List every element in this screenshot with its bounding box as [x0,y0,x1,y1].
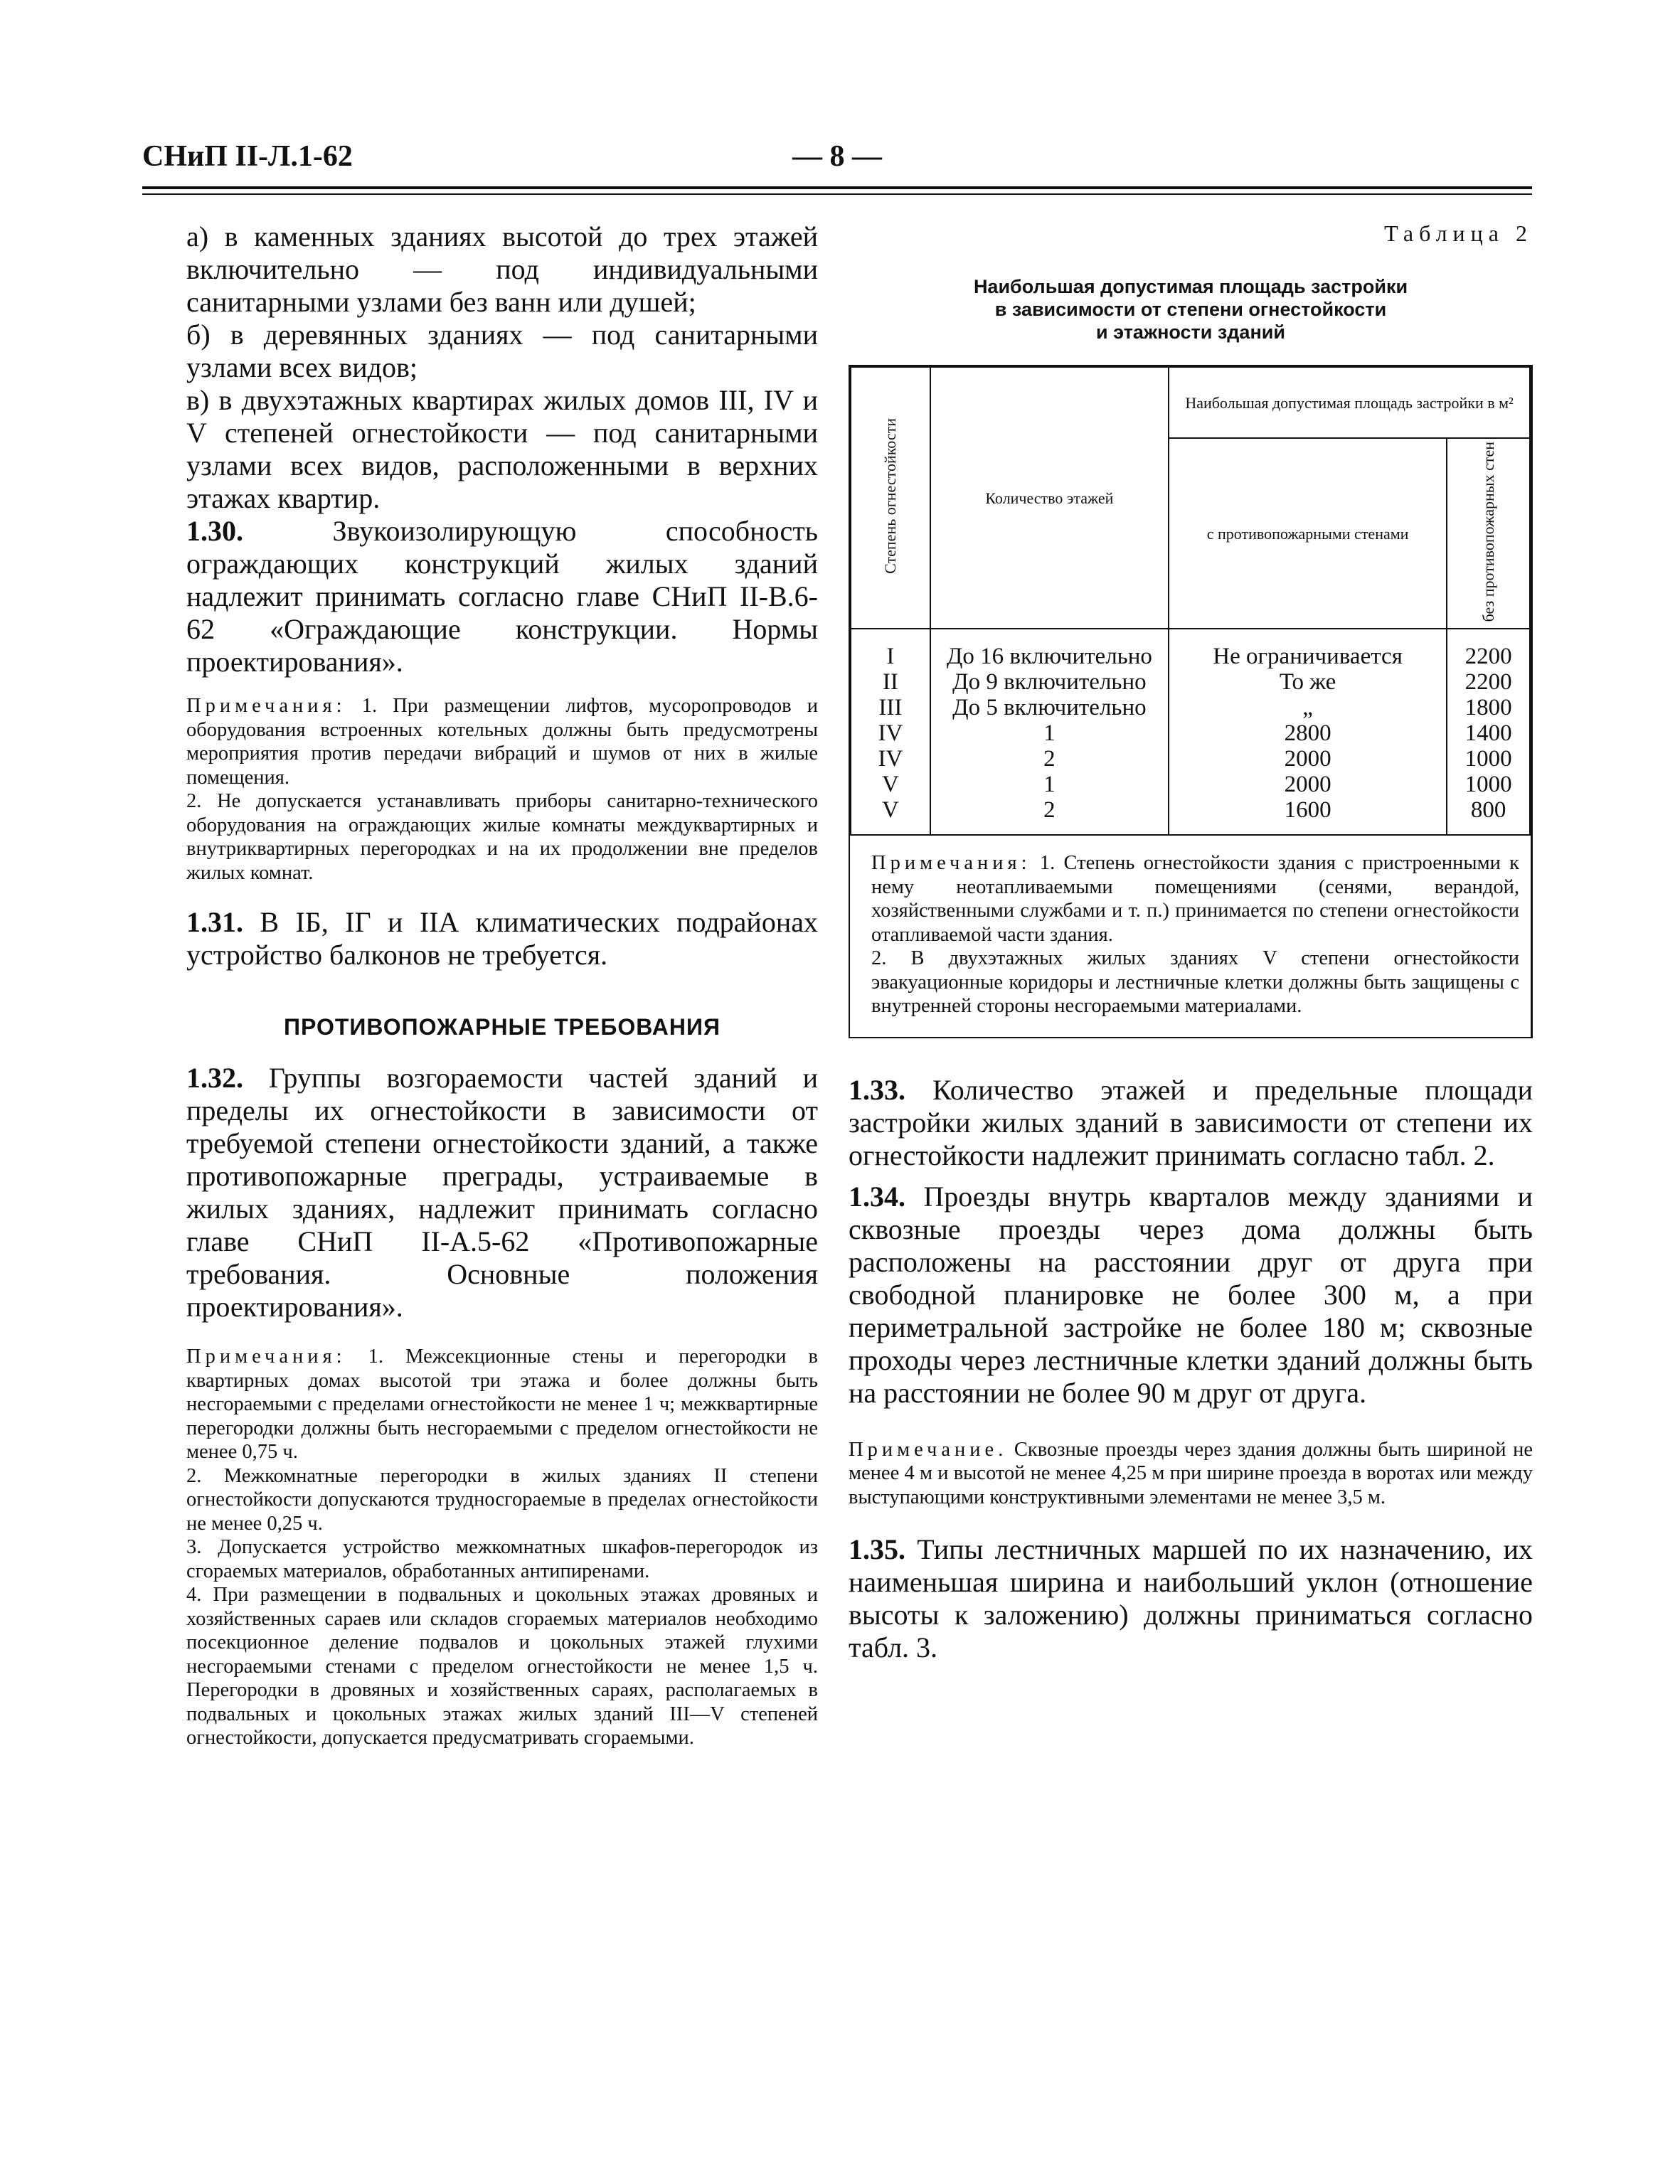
clause-b: б) в деревянных зданиях — под санитарными узлами всех видов; [186,319,818,383]
cell-floors: 2 [930,797,1169,834]
left-column [186,220,818,1750]
page-number: — 8 — [792,140,882,173]
table-row [851,746,1530,772]
header-with-walls: с противопожарными стенами [1169,438,1447,629]
cell-floors: До 16 включительно [930,629,1169,669]
section-text: Звукоизолирующую способность ограждающих конструкций жилых зданий надлежит принимать согласно главе СНиП II-В.6-62 «Ограждающие конструкции. Нормы проектирования». [186,515,819,678]
cell-with-walls: 2000 [1169,746,1447,772]
cell-degree: I [851,629,930,669]
note-text: 1. Степень огнестойкости здания с пристроенными к нему неотапливаемыми помещениями (сенями, верандой, хозяйственными службами и т. п.) принимается по степени огнестойкости отапливаемой части здания. [871,852,1519,946]
table-row [851,669,1530,695]
cell-without-walls: 2200 [1447,669,1530,695]
section-1-35 [849,1533,1533,1664]
table-2 [849,365,1533,1038]
document-code: СНиП II-Л.1-62 [142,140,353,173]
notes-1-32-3: 3. Допускается устройство межкомнатных шкафов-перегородок из сгораемых материалов, обработанных антипиренами. [186,1536,818,1582]
header-rule [142,186,1532,189]
notes-label: Примечания: [186,695,346,717]
header-max-area: Наибольшая допустимая площадь застройки в м² [1169,367,1530,438]
cell-floors: 1 [930,772,1169,797]
cell-degree: V [851,797,930,834]
header-degree [851,367,930,629]
header-rule-thin [142,193,1532,195]
section-1-30 [186,515,818,678]
table-title-line-1: Наибольшая допустимая площадь застройки [973,276,1408,297]
section-text: Проезды внутрь кварталов между зданиями и сквозные проезды через дома должны быть расположены на расстоянии друг от друга при свободной планировке не более 300 м, а при периметральной застройке не более 180 м; сквозные проходы через лестничные клетки зданий должны быть на расстоянии не более 90 м друг от друга. [849,1180,1533,1409]
section-number: 1.34. [849,1180,905,1213]
section-text: Группы возгораемости частей зданий и пределы их огнестойкости в зависимости от требуемой степени огнестойкости зданий, а также противопожарные преграды, устраиваемые в жилых зданиях, надлежит принимать согласно главе СНиП II-А.5-62 «Противопожарные требования. Основные положения проектирования». [186,1062,819,1323]
note-text: 1. При размещении лифтов, мусоропроводов и оборудования встроенных котельных должны быть предусмотрены мероприятия против передачи вибраций и шумов от них в жилые помещения. [186,695,819,789]
table-note-1 [871,851,1519,947]
cell-without-walls: 1400 [1447,720,1530,746]
section-1-33 [849,1074,1533,1172]
section-text: В IБ, IГ и IIА климатических подрайонах устройство балконов не требуется. [186,906,818,971]
section-number: 1.32. [186,1062,243,1094]
section-text: Количество этажей и предельные площади застройки жилых зданий в зависимости от степени их огнестойкости надлежит принимать согласно табл. 2. [849,1073,1533,1171]
table-row [851,772,1530,797]
fire-safety-heading: ПРОТИВОПОЖАРНЫЕ ТРЕБОВАНИЯ [284,1014,721,1040]
table-title-line-2: в зависимости от степени огнестойкости [994,299,1387,320]
cell-without-walls: 2200 [1447,629,1530,669]
cell-with-walls: Не ограничивается [1169,629,1447,669]
cell-floors: 2 [930,746,1169,772]
notes-1-32-1 [186,1345,818,1464]
section-number: 1.30. [186,515,243,547]
clause-v: в) в двухэтажных квартирах жилых домов III, IV и V степеней огнестойкости — под санитарными узлами всех видов, расположенными в верхних этажах квартир. [186,384,818,514]
clause-a: а) в каменных зданиях высотой до трех этажей включительно — под индивидуальными санитарными узлами без ванн или душей; [186,220,818,318]
cell-degree: IV [851,746,930,772]
cell-floors: До 5 включительно [930,695,1169,720]
section-1-34 [849,1181,1533,1410]
cell-without-walls: 1000 [1447,746,1530,772]
cell-floors: 1 [930,720,1169,746]
note-1-34 [849,1438,1533,1510]
table-row [851,797,1530,834]
section-1-31 [186,906,818,971]
cell-with-walls: То же [1169,669,1447,695]
cell-floors: До 9 включительно [930,669,1169,695]
notes-1-30-2: 2. Не допускается устанавливать приборы санитарно-технического оборудования на ограждающих жилые комнаты междуквартирных и внутриквартирных перегородках и на их продолжении вне пределов жилых комнат. [186,790,818,884]
note-text: 1. Межсекционные стены и перегородки в квартирных домах высотой три этажа и более должны быть несгораемыми с пределами огнестойкости не менее 1 ч; межквартирные перегородки должны быть несгораемыми с пределом огнестойкости не менее 0,75 ч. [186,1346,819,1463]
table-title-line-3: и этажности зданий [1096,321,1285,343]
cell-with-walls: 1600 [1169,797,1447,834]
table-row [851,695,1530,720]
header-without-walls-text: без противопожарных стен [1479,442,1498,622]
section-number: 1.31. [186,906,243,938]
header-without-walls [1447,438,1530,629]
section-text: Типы лестничных маршей по их назначению, их наименьшая ширина и наибольший уклон (отношение высоты к заложению) должны приниматься согласно табл. 3. [849,1533,1533,1664]
notes-1-30-1 [186,694,818,789]
cell-without-walls: 800 [1447,797,1530,834]
cell-degree: V [851,772,930,797]
cell-without-walls: 1800 [1447,695,1530,720]
cell-degree: III [851,695,930,720]
section-1-32 [186,1062,818,1323]
cell-with-walls: 2000 [1169,772,1447,797]
notes-1-32-2: 2. Межкомнатные перегородки в жилых зданиях II степени огнестойкости допускаются трудносгораемые в пределах огнестойкости не менее 0,25 ч. [186,1464,818,1535]
header-degree-text: Степень огнестойкости [881,418,900,575]
cell-degree: II [851,669,930,695]
table-row [851,720,1530,746]
header-floors: Количество этажей [930,367,1169,629]
page-header [142,139,1532,189]
table-number: Таблица 2 [1384,220,1533,246]
table-notes [850,834,1531,1037]
notes-label: Примечания: [871,852,1031,875]
table-row [851,629,1530,669]
cell-degree: IV [851,720,930,746]
table-note-2: 2. В двухэтажных жилых зданиях V степени огнестойкости эвакуационные коридоры и лестничные клетки должны быть защищены с внутренней стороны несгораемыми материалами. [871,947,1519,1018]
cell-without-walls: 1000 [1447,772,1530,797]
section-number: 1.35. [849,1533,905,1566]
notes-label: Примечание. [849,1438,1008,1461]
right-column [849,220,1533,1664]
cell-with-walls: 2800 [1169,720,1447,746]
cell-with-walls: „ [1169,695,1447,720]
notes-label: Примечания: [186,1346,346,1368]
section-number: 1.33. [849,1073,905,1106]
note-text: Сквозные проезды через здания должны быть шириной не менее 4 м и высотой не менее 4,25 м при ширине проезда в воротах или между выступающими конструктивными элементами не менее 3,5 м. [849,1438,1533,1508]
notes-1-32-4: 4. При размещении в подвальных и цокольных этажах дровяных и хозяйственных сараев или складов сгораемых материалов необходимо посекционное деление подвалов и цокольных этажей глухими несгораемыми стенами с пределом огнестойкости не менее 1,5 ч. Перегородки в дровяных и хозяйственных сараях, располагаемых в подвальных и цокольных этажах жилых зданий III—V степеней огнестойкости, допускается предусматривать сгораемыми. [186,1584,818,1749]
